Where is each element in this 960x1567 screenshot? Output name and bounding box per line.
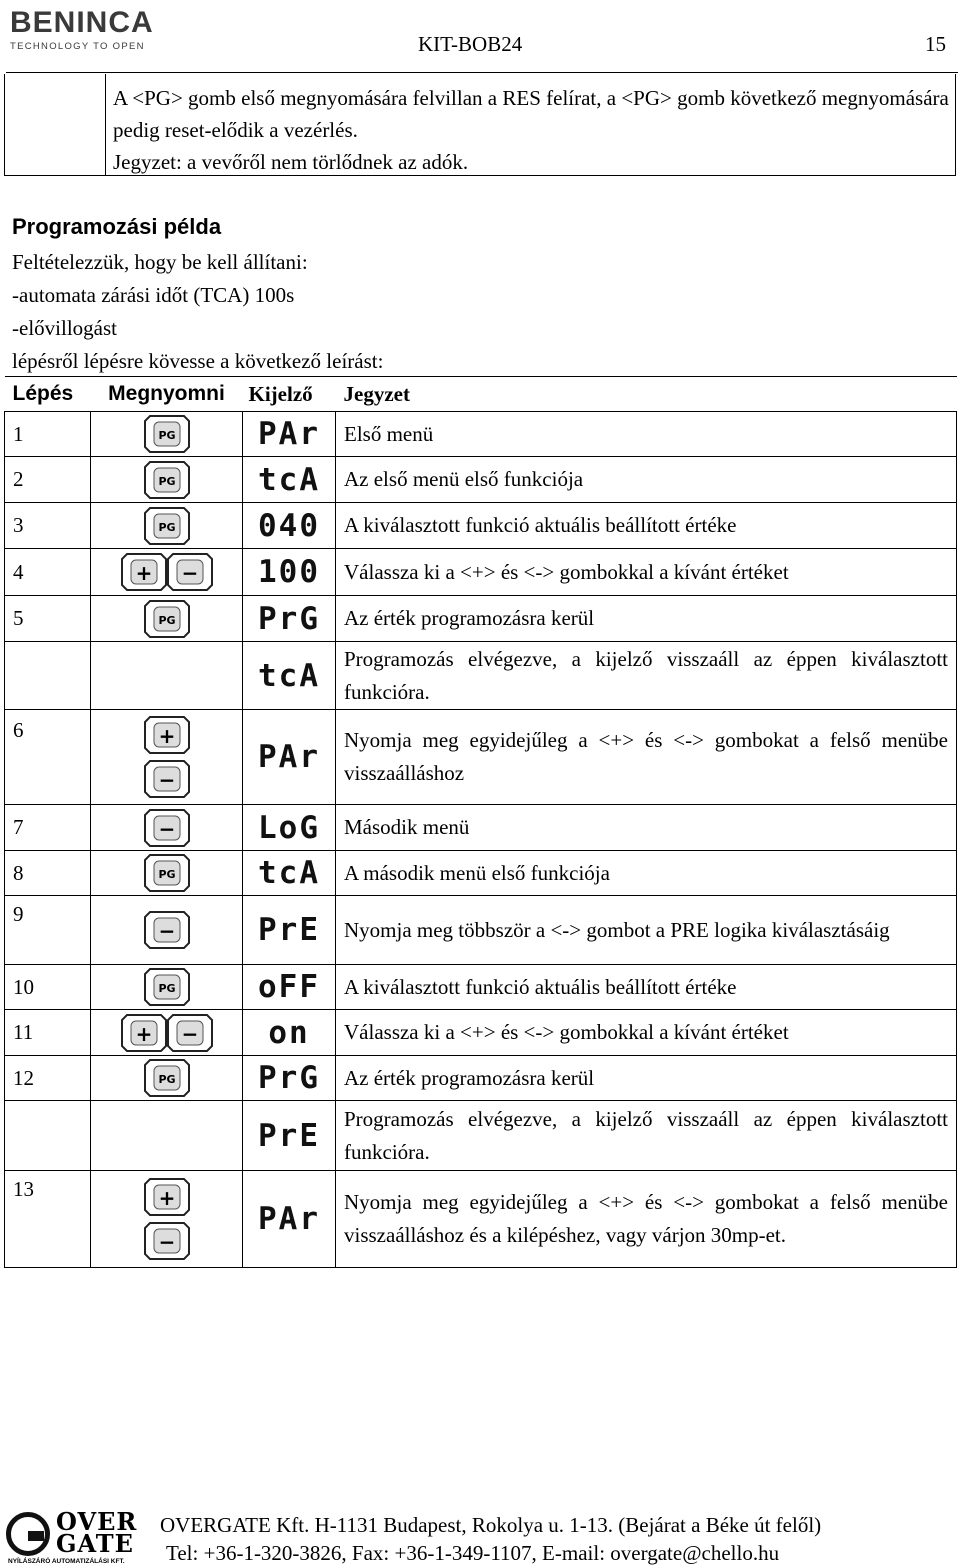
svg-text:−: −: [158, 1230, 175, 1254]
pg-key-icon: [144, 1059, 190, 1097]
plus-key-icon: [144, 716, 190, 754]
table-header-row: [5, 377, 957, 412]
table-row: [5, 965, 957, 1010]
svg-text:−: −: [181, 561, 198, 585]
intro-line: -elővillogást: [12, 316, 117, 340]
intro-line: Feltételezzük, hogy be kell állítani:: [12, 250, 308, 274]
step-note: Az érték programozásra kerül: [336, 1056, 957, 1101]
keys-cell: [91, 805, 243, 851]
intro-line: -automata zárási időt (TCA) 100s: [12, 283, 295, 307]
step-number: 7: [5, 805, 91, 851]
display-readout: PAr: [258, 1201, 320, 1237]
table-row: [5, 851, 957, 896]
pg-key-icon: [144, 415, 190, 453]
header-divider: [6, 72, 958, 73]
reset-note-line: A <PG> gomb első megnyomására felvillan a RES felírat, a <PG> gomb következő megnyomására pedig reset-elődik a vezérlés.: [113, 86, 949, 142]
step-note: Az első menü első funkciója: [336, 457, 957, 503]
table-row: [5, 549, 957, 596]
minus-key-icon: [167, 1014, 213, 1052]
overgate-g-mark-icon: [6, 1512, 50, 1556]
display-cell: [243, 596, 336, 642]
svg-text:PG: PG: [157, 429, 176, 442]
table-row: [5, 1010, 957, 1056]
plus-key-icon: [121, 1014, 167, 1052]
reset-note-box: [4, 74, 956, 176]
svg-text:+: +: [158, 1186, 175, 1210]
header-note: Jegyzet: [336, 377, 957, 412]
step-number: 1: [5, 412, 91, 457]
display-cell: [243, 1010, 336, 1056]
keys-cell: [91, 457, 243, 503]
minus-key-icon: [144, 1222, 190, 1260]
table-row: [5, 457, 957, 503]
document-title: KIT-BOB24: [418, 32, 523, 56]
step-number: 6: [5, 710, 91, 805]
keys-cell: [91, 896, 243, 965]
step-number: 8: [5, 851, 91, 896]
svg-text:−: −: [181, 1021, 198, 1046]
beninca-logo: [10, 6, 170, 52]
header-display: Kijelző: [243, 377, 336, 412]
table-row: [5, 412, 957, 457]
reset-note-remark: Jegyzet: a vevőről nem törlődnek az adók.: [113, 150, 469, 174]
logo-subtitle: NYÍLÁSZÁRÓ AUTOMATIZÁLÁSI KFT.: [8, 1558, 125, 1565]
table-row: [5, 710, 957, 805]
step-number: 10: [5, 965, 91, 1010]
pg-key-icon: [144, 854, 190, 892]
plus-key-icon: [121, 553, 167, 591]
step-number: 3: [5, 503, 91, 549]
example-intro: [12, 246, 383, 378]
keys-cell: [91, 1171, 243, 1268]
table-row: [5, 642, 957, 710]
svg-text:−: −: [158, 919, 175, 943]
svg-text:−: −: [158, 816, 175, 841]
svg-text:PG: PG: [157, 520, 176, 534]
table-row: [5, 1171, 957, 1268]
display-cell: [243, 412, 336, 457]
svg-text:PG: PG: [157, 1073, 176, 1086]
table-row: [5, 503, 957, 549]
table-row: [5, 1056, 957, 1101]
display-readout: oFF: [258, 969, 320, 1005]
section-title: Programozási példa: [12, 214, 222, 239]
step-number: 2: [5, 457, 91, 503]
table-row: [5, 896, 957, 965]
step-note: A második menü első funkciója: [336, 851, 957, 896]
step-note: Nyomja meg egyidejűleg a <+> és <-> gombokat a felső menübe visszaálláshoz: [336, 710, 957, 805]
header-step: Lépés: [5, 377, 91, 412]
display-readout: tcA: [258, 855, 320, 891]
step-note: A kiválasztott funkció aktuális beállított értéke: [336, 965, 957, 1010]
table-row: [5, 805, 957, 851]
logo-tagline: TECHNOLOGY TO OPEN: [10, 41, 145, 52]
svg-text:−: −: [158, 768, 175, 792]
display-cell: [243, 549, 336, 596]
keys-cell: [91, 549, 243, 596]
step-number: 5: [5, 596, 91, 642]
intro-line: lépésről lépésre kövesse a következő leírást:: [12, 349, 384, 373]
pg-key-icon: [144, 968, 190, 1006]
display-readout: PrE: [258, 912, 320, 948]
keys-cell: [91, 710, 243, 805]
display-readout: LoG: [258, 809, 320, 846]
logo-line-2: GATE: [56, 1529, 134, 1558]
pg-key-icon: [144, 461, 190, 499]
display-cell: [243, 896, 336, 965]
step-number: 4: [5, 549, 91, 596]
display-cell: [243, 642, 336, 710]
pg-key-icon: [144, 507, 190, 545]
keys-cell: [91, 1010, 243, 1056]
step-note: Válassza ki a <+> és <-> gombokkal a kívánt értéket: [336, 1010, 957, 1056]
display-cell: [243, 503, 336, 549]
display-cell: [243, 457, 336, 503]
svg-text:PG: PG: [157, 982, 176, 995]
programming-steps-table: [4, 376, 957, 1268]
keys-cell: [91, 851, 243, 896]
display-cell: [243, 1171, 336, 1268]
display-readout: PrG: [258, 600, 320, 637]
header-press: Megnyomni: [91, 377, 243, 412]
step-note: Programozás elvégezve, a kijelző visszaáll az éppen kiválasztott funkcióra.: [336, 642, 957, 710]
reset-note-text: [113, 82, 951, 178]
step-note: Első menü: [336, 412, 957, 457]
display-cell: [243, 965, 336, 1010]
step-note: A kiválasztott funkció aktuális beállított értéke: [336, 503, 957, 549]
step-note: Az érték programozásra kerül: [336, 596, 957, 642]
keys-cell: [91, 642, 243, 710]
pg-key-icon: [144, 600, 190, 638]
step-note: Válassza ki a <+> és <-> gombokkal a kívánt értéket: [336, 549, 957, 596]
svg-text:+: +: [135, 1021, 152, 1046]
step-number: 11: [5, 1010, 91, 1056]
keys-cell: [91, 596, 243, 642]
display-readout: 040: [258, 507, 320, 544]
step-number: [5, 642, 91, 710]
keys-cell: [91, 1101, 243, 1171]
step-number: 13: [5, 1171, 91, 1268]
svg-text:PG: PG: [157, 613, 176, 627]
display-readout: PrG: [258, 1060, 320, 1096]
step-number: [5, 1101, 91, 1171]
display-cell: [243, 1056, 336, 1101]
display-readout: 100: [258, 554, 320, 590]
minus-key-icon: [144, 809, 190, 847]
keys-cell: [91, 412, 243, 457]
display-readout: PrE: [258, 1117, 320, 1154]
keys-cell: [91, 1056, 243, 1101]
keys-cell: [91, 965, 243, 1010]
display-readout: tcA: [258, 461, 320, 498]
step-note: Nyomja meg többször a <-> gombot a PRE logika kiválasztásáig: [336, 896, 957, 965]
overgate-logo: [6, 1508, 156, 1564]
step-note: Nyomja meg egyidejűleg a <+> és <-> gombokat a felső menübe visszaálláshoz és a kilépéshez, vagy várjon 30mp-et.: [336, 1171, 957, 1268]
step-note: Második menü: [336, 805, 957, 851]
step-note: Programozás elvégezve, a kijelző visszaáll az éppen kiválasztott funkcióra.: [336, 1101, 957, 1171]
page-number: 15: [925, 32, 946, 56]
table-row: [5, 596, 957, 642]
display-readout: tcA: [258, 657, 320, 694]
svg-text:+: +: [135, 561, 152, 585]
minus-key-icon: [144, 760, 190, 798]
display-cell: [243, 851, 336, 896]
step-number: 9: [5, 896, 91, 965]
step-number: 12: [5, 1056, 91, 1101]
note-box-separator: [105, 74, 106, 175]
keys-cell: [91, 503, 243, 549]
display-readout: on: [268, 1014, 310, 1051]
minus-key-icon: [144, 911, 190, 949]
table-row: [5, 1101, 957, 1171]
footer-contact: Tel: +36-1-320-3826, Fax: +36-1-349-1107, E-mail: overgate@chello.hu: [166, 1541, 780, 1565]
display-cell: [243, 1101, 336, 1171]
display-readout: PAr: [258, 416, 320, 452]
logo-line-1: OVER: [56, 1507, 138, 1536]
minus-key-icon: [167, 553, 213, 591]
logo-word: BENINCA: [10, 6, 154, 39]
display-cell: [243, 805, 336, 851]
plus-key-icon: [144, 1178, 190, 1216]
display-readout: PAr: [258, 739, 320, 775]
svg-text:PG: PG: [157, 868, 176, 881]
svg-text:+: +: [158, 724, 175, 748]
svg-text:PG: PG: [157, 474, 176, 488]
display-cell: [243, 710, 336, 805]
footer-address: OVERGATE Kft. H-1131 Budapest, Rokolya u. 1-13. (Bejárat a Béke út felől): [160, 1513, 822, 1537]
